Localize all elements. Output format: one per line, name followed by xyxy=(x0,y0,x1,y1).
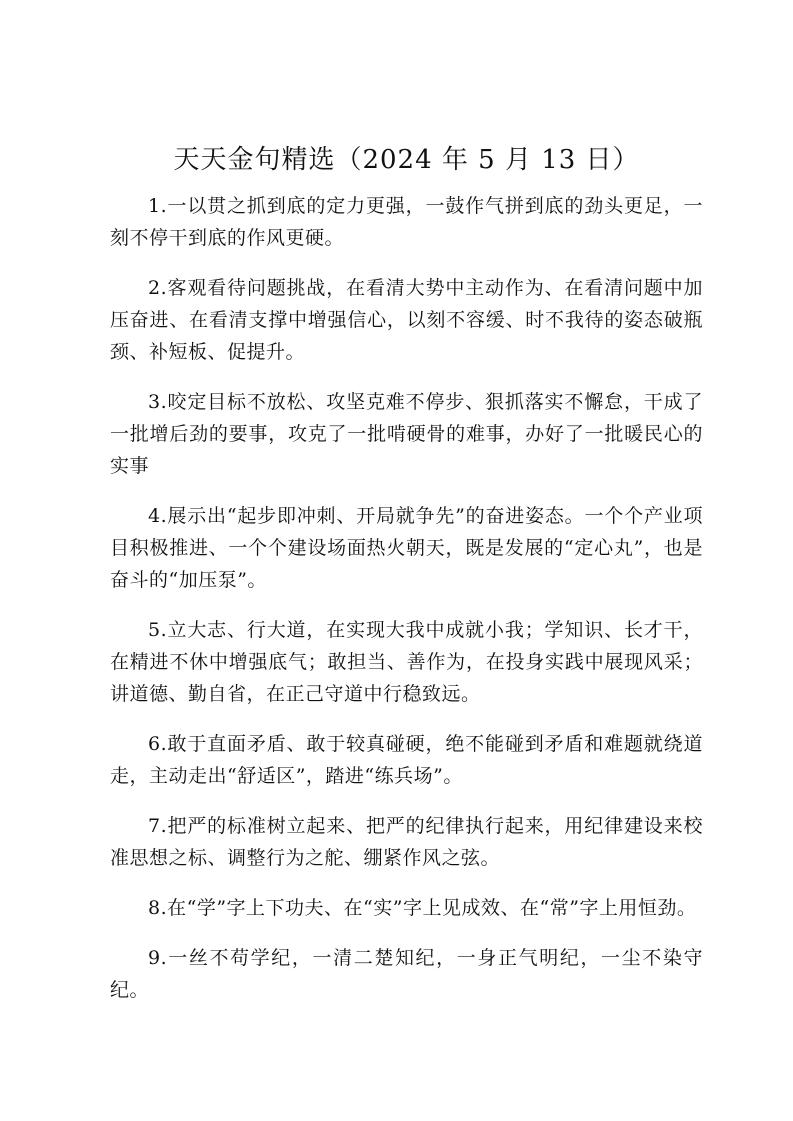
paragraph-5: 5.立大志、行大道，在实现大我中成就小我；学知识、长才干，在精进不休中增强底气；敢担当、善作为，在投身实践中展现风采；讲道德、勤自省，在正己守道中行稳致远。 xyxy=(110,619,703,705)
document-title: 天天金句精选（2024 年 5 月 13 日） xyxy=(173,145,640,175)
paragraph-6: 6.敢于直面矛盾、敢于较真碰硬，绝不能碰到矛盾和难题就绕道走，主动走出“舒适区”，踏进“练兵场”。 xyxy=(110,733,703,787)
paragraph-7: 7.把严的标准树立起来、把严的纪律执行起来，用纪律建设来校准思想之标、调整行为之舵、绷紧作风之弦。 xyxy=(110,815,703,869)
paragraph-3: 3.咬定目标不放松、攻坚克难不停步、狠抓落实不懈怠，干成了一批增后劲的要事，攻克了一批啃硬骨的难事，办好了一批暖民心的实事 xyxy=(110,391,703,477)
paragraph-1: 1.一以贯之抓到底的定力更强，一鼓作气拼到底的劲头更足，一刻不停干到底的作风更硬。 xyxy=(110,195,703,249)
paragraph-9: 9.一丝不苟学纪，一清二楚知纪，一身正气明纪，一尘不染守纪。 xyxy=(110,947,703,1001)
paragraph-4: 4.展示出“起步即冲刺、开局就争先”的奋进姿态。一个个产业项目积极推进、一个个建设场面热火朝天，既是发展的“定心丸”，也是奋斗的“加压泵”。 xyxy=(110,505,703,591)
paragraph-8: 8.在“学”字上下功夫、在“实”字上见成效、在“常”字上用恒劲。 xyxy=(148,897,697,919)
paragraph-2: 2.客观看待问题挑战，在看清大势中主动作为、在看清问题中加压奋进、在看清支撑中增强信心，以刻不容缓、时不我待的姿态破瓶颈、补短板、促提升。 xyxy=(110,277,703,363)
